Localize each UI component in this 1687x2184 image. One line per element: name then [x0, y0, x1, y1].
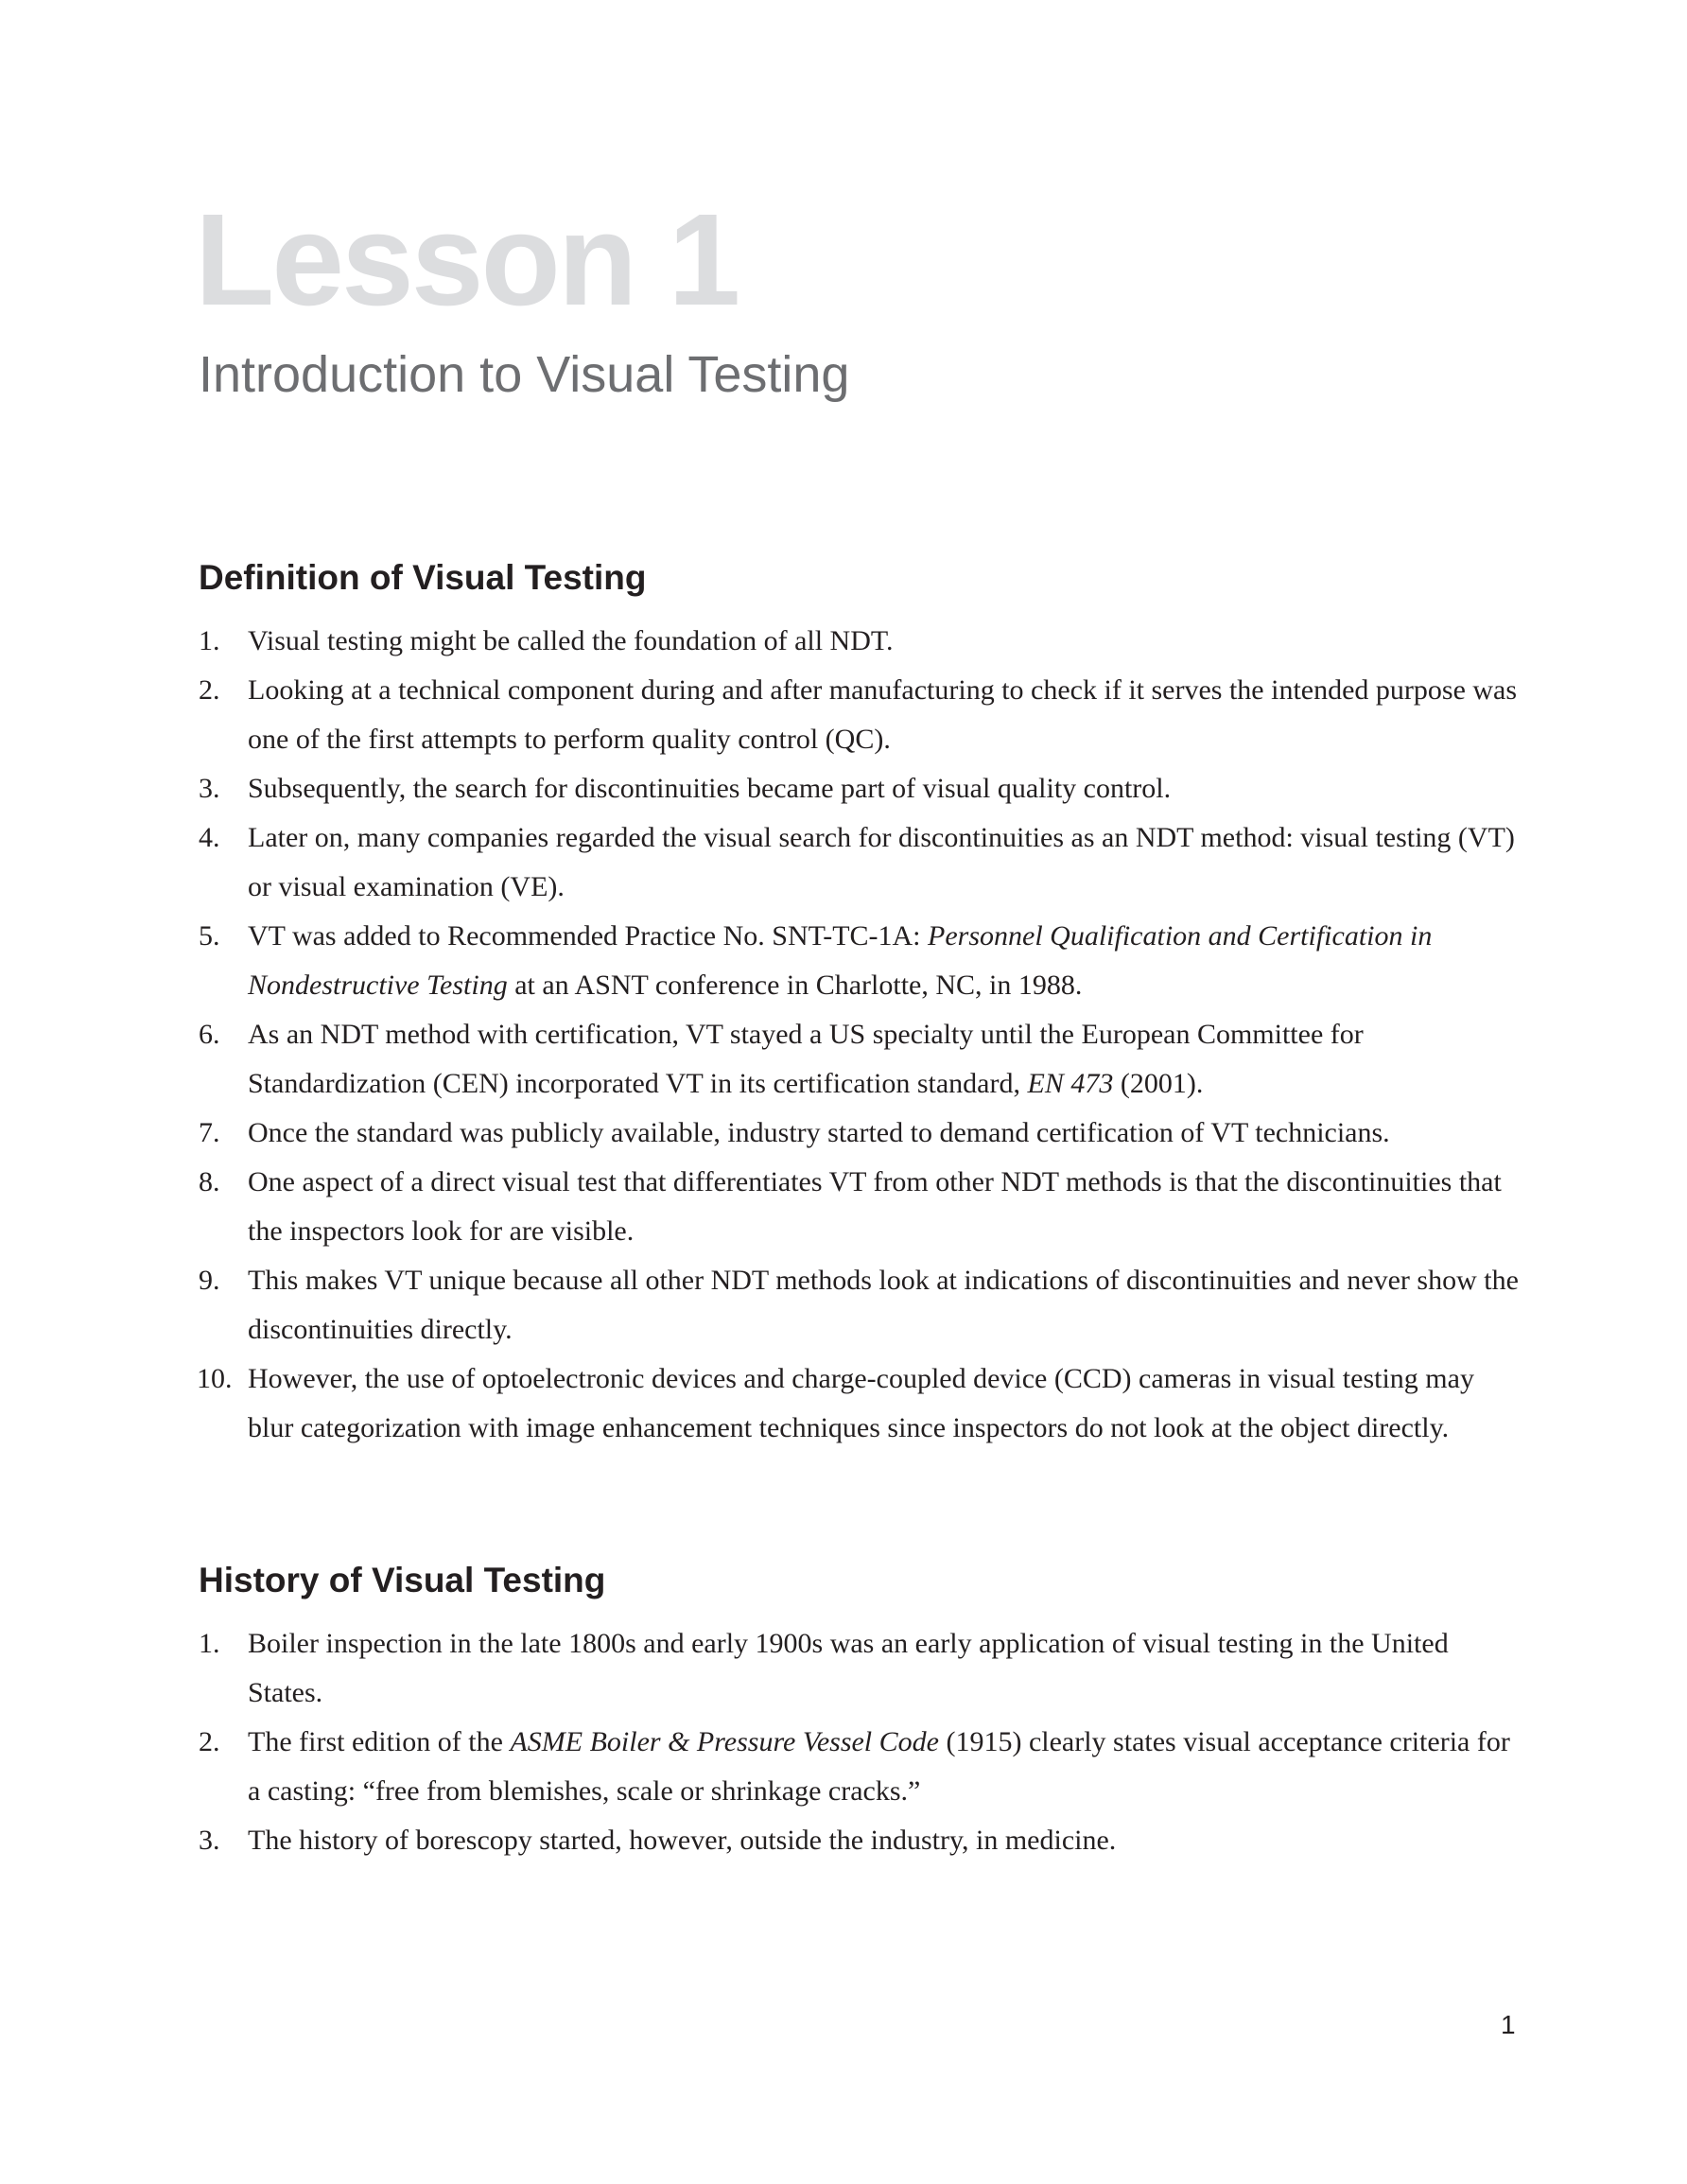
list-item — [199, 1816, 1522, 1865]
item-number: 6. — [199, 1019, 220, 1050]
item-number: 5. — [199, 920, 220, 952]
item-number: 3. — [199, 1825, 220, 1856]
item-text: However, the use of optoelectronic devices and charge-coupled device (CCD) cameras in visual testing may blur categorization with image enhancement techniques since inspectors do not look at the object directly. — [248, 1363, 1474, 1443]
section-heading: Definition of Visual Testing — [199, 558, 647, 597]
list-item — [199, 764, 1522, 813]
list-item — [199, 617, 1522, 666]
item-text: Once the standard was publicly available, industry started to demand certification of VT technicians. — [248, 1117, 1390, 1148]
list-item — [199, 1718, 1522, 1816]
item-text-italic: EN 473 — [1027, 1068, 1114, 1099]
item-text: As an NDT method with certification, VT stayed a US specialty until the European Committee for Standardization (CEN) incorporated VT in its certification standard, — [248, 1019, 1364, 1099]
item-text: Boiler inspection in the late 1800s and early 1900s was an early application of visual testing in the United States. — [248, 1628, 1449, 1708]
item-text: This makes VT unique because all other NDT methods look at indications of discontinuities and never show the discontinuities directly. — [248, 1265, 1519, 1345]
history-list — [199, 1619, 1522, 1865]
item-number: 9. — [199, 1265, 220, 1296]
item-number: 2. — [199, 674, 220, 706]
item-text: The first edition of the — [248, 1726, 511, 1757]
list-item — [199, 912, 1522, 1010]
list-item — [199, 1354, 1522, 1453]
item-text: Later on, many companies regarded the visual search for discontinuities as an NDT method: visual testing (VT) or visual examination (VE). — [248, 822, 1515, 902]
item-text-italic: ASME Boiler & Pressure Vessel Code — [510, 1726, 939, 1757]
list-item — [199, 666, 1522, 764]
lesson-title: Introduction to Visual Testing — [199, 346, 850, 403]
item-number: 2. — [199, 1726, 220, 1757]
item-number: 1. — [199, 625, 220, 656]
item-number: 4. — [199, 822, 220, 853]
item-number: 10. — [197, 1363, 233, 1394]
definition-list — [199, 617, 1522, 1453]
item-text: (2001). — [1113, 1068, 1204, 1099]
item-number: 7. — [199, 1117, 220, 1148]
section-history — [199, 1559, 1522, 1865]
page-number: 1 — [1501, 2010, 1516, 2039]
list-item — [199, 1158, 1522, 1256]
list-item — [199, 1109, 1522, 1158]
item-number: 1. — [199, 1628, 220, 1659]
item-text: One aspect of a direct visual test that differentiates VT from other NDT methods is that the discontinuities that the inspectors look for are visible. — [248, 1166, 1502, 1247]
item-text: The history of borescopy started, however, outside the industry, in medicine. — [248, 1825, 1117, 1856]
list-item — [199, 1619, 1522, 1718]
item-text: VT was added to Recommended Practice No. SNT-TC-1A: — [248, 920, 929, 952]
item-text: (1915) clearly states visual acceptance criteria for a casting: “free from blemishes, scale or shrinkage cracks.” — [248, 1726, 1510, 1807]
list-item — [199, 1256, 1522, 1354]
item-text: Subsequently, the search for discontinuities became part of visual quality control. — [248, 773, 1172, 804]
section-heading: History of Visual Testing — [199, 1561, 606, 1599]
item-text-italic: Personnel Qualification and Certification in Nondestructive Testing — [248, 920, 1433, 1001]
section-definition — [199, 556, 1522, 1453]
list-item — [199, 1010, 1522, 1109]
list-item — [199, 813, 1522, 912]
lesson-label: Lesson 1 — [195, 187, 739, 333]
item-text: Looking at a technical component during and after manufacturing to check if it serves the intended purpose was one of the first attempts to perform quality control (QC). — [248, 674, 1518, 755]
item-text: Visual testing might be called the foundation of all NDT. — [248, 625, 894, 656]
item-text: at an ASNT conference in Charlotte, NC, in 1988. — [507, 970, 1083, 1001]
item-number: 8. — [199, 1166, 220, 1197]
item-number: 3. — [199, 773, 220, 804]
